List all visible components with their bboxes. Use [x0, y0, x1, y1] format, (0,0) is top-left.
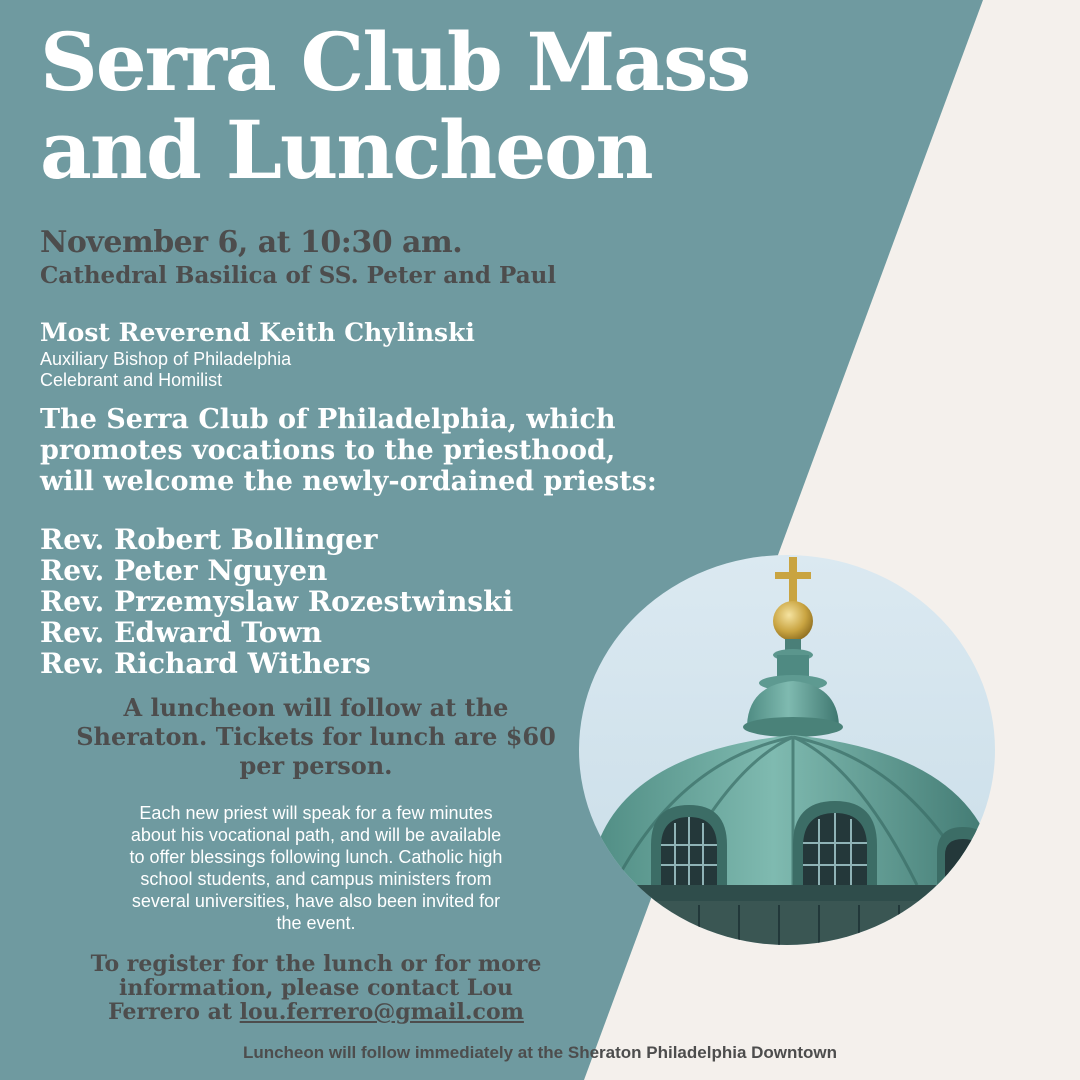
event-venue: Cathedral Basilica of SS. Peter and Paul	[40, 262, 557, 289]
list-item: Rev. Robert Bollinger	[40, 523, 378, 556]
contact-email-link[interactable]: lou.ferrero@gmail.com	[239, 999, 524, 1025]
celebrant-title: Auxiliary Bishop of Philadelphia	[40, 349, 292, 369]
register-line: To register for the lunch or for more	[90, 951, 542, 977]
details-line: to offer blessings following lunch. Catholic high	[129, 847, 503, 867]
intro-line: promotes vocations to the priesthood,	[40, 435, 616, 466]
details-line: school students, and campus ministers from	[140, 869, 492, 889]
registration-info	[40, 952, 592, 1024]
register-line-contact	[40, 1000, 592, 1024]
list-item: Rev. Peter Nguyen	[40, 554, 328, 587]
cathedral-dome-photo	[579, 555, 995, 945]
luncheon-line: per person.	[239, 751, 393, 780]
details-line: several universities, have also been invited for	[131, 891, 501, 911]
intro-line: The Serra Club of Philadelphia, which	[40, 404, 616, 435]
title-line-1: Serra Club Mass	[40, 15, 750, 109]
celebrant-role: Celebrant and Homilist	[40, 370, 223, 390]
event-details	[40, 802, 592, 934]
title-line-2: and Luncheon	[40, 103, 652, 197]
event-date: November 6, at 10:30 am.	[40, 225, 463, 260]
list-item: Rev. Richard Withers	[40, 647, 371, 680]
luncheon-line: Sheraton. Tickets for lunch are $60	[76, 722, 556, 751]
details-line: the event.	[276, 913, 356, 933]
details-line: about his vocational path, and will be available	[130, 825, 502, 845]
intro-line: will welcome the newly-ordained priests:	[40, 466, 657, 497]
luncheon-info	[40, 693, 592, 780]
list-item: Rev. Edward Town	[40, 616, 323, 649]
luncheon-line: A luncheon will follow at the	[123, 693, 509, 722]
details-line: Each new priest will speak for a few minutes	[139, 803, 493, 823]
intro-text	[40, 404, 760, 497]
priest-list	[40, 524, 513, 679]
celebrant-name: Most Reverend Keith Chylinski	[40, 318, 475, 347]
list-item: Rev. Przemyslaw Rozestwinski	[40, 585, 514, 618]
register-prefix: Ferrero at	[108, 999, 240, 1025]
register-line: information, please contact Lou	[119, 975, 513, 1001]
page-title	[40, 15, 940, 197]
footer-note: Luncheon will follow immediately at the Sheraton Philadelphia Downtown	[242, 1043, 838, 1062]
